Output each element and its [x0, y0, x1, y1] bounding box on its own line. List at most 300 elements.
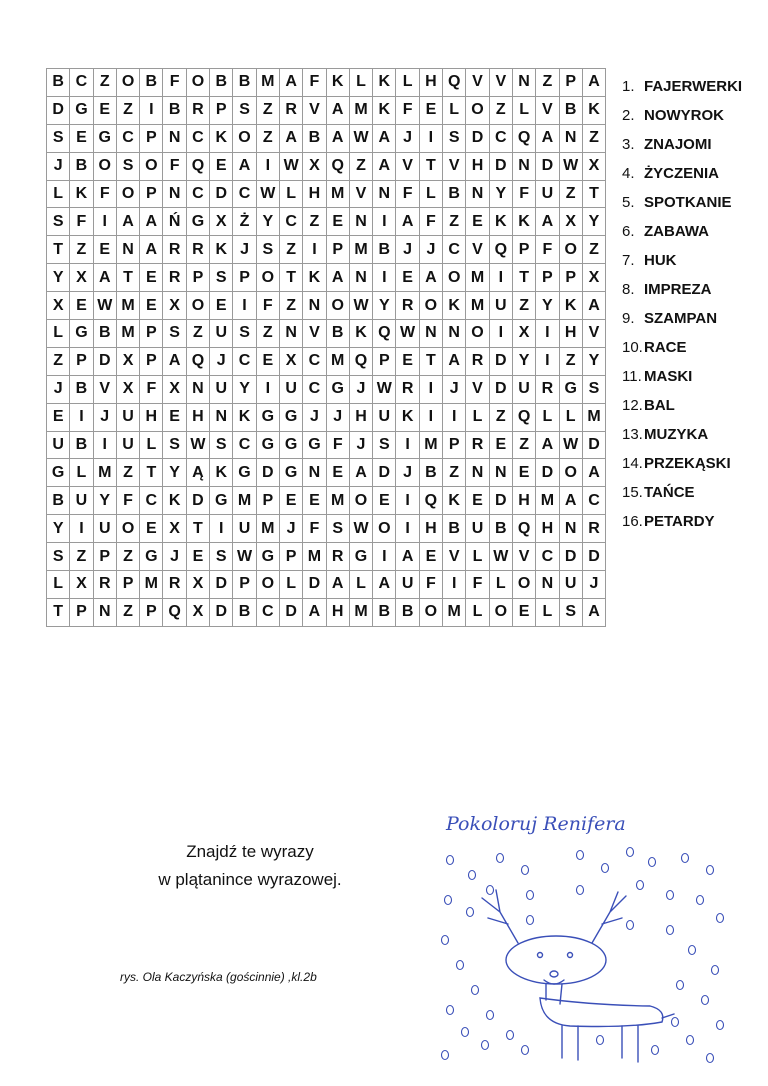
grid-cell: C	[233, 431, 256, 459]
grid-cell: W	[93, 292, 116, 320]
grid-cell: H	[349, 403, 372, 431]
word-text: PETARDY	[644, 513, 715, 530]
grid-cell: U	[536, 180, 559, 208]
grid-cell: N	[210, 403, 233, 431]
grid-cell: G	[559, 375, 582, 403]
grid-cell: M	[116, 320, 139, 348]
word-text: SPOTKANIE	[644, 194, 732, 211]
grid-row	[47, 431, 606, 459]
grid-cell: A	[116, 208, 139, 236]
grid-cell: J	[443, 375, 466, 403]
grid-cell: D	[536, 459, 559, 487]
grid-cell: H	[512, 487, 535, 515]
snow-dot	[652, 1046, 659, 1055]
grid-cell: U	[116, 403, 139, 431]
grid-cell: A	[559, 487, 582, 515]
snow-dot	[712, 966, 719, 975]
grid-cell: U	[559, 571, 582, 599]
grid-cell: L	[47, 571, 70, 599]
grid-cell: K	[349, 320, 372, 348]
grid-cell: A	[396, 543, 419, 571]
grid-cell: Y	[163, 459, 186, 487]
grid-cell: I	[396, 431, 419, 459]
grid-cell: S	[47, 208, 70, 236]
grid-cell: Z	[70, 236, 93, 264]
grid-cell: O	[466, 320, 489, 348]
grid-cell: D	[47, 96, 70, 124]
grid-cell: P	[233, 264, 256, 292]
snow-dot	[442, 1051, 449, 1060]
grid-cell: A	[536, 208, 559, 236]
grid-cell: A	[93, 264, 116, 292]
grid-cell: B	[70, 152, 93, 180]
grid-cell: B	[163, 96, 186, 124]
grid-cell: S	[233, 96, 256, 124]
grid-cell: N	[559, 124, 582, 152]
snow-dot	[597, 1036, 604, 1045]
grid-cell: M	[349, 236, 372, 264]
word-list-item	[622, 333, 742, 362]
grid-cell: V	[349, 180, 372, 208]
word-text: RACE	[644, 339, 687, 356]
grid-cell: B	[326, 320, 349, 348]
grid-cell: X	[186, 598, 209, 626]
grid-cell: H	[419, 515, 442, 543]
grid-cell: N	[373, 180, 396, 208]
grid-cell: W	[279, 152, 302, 180]
snow-dot	[627, 848, 634, 857]
grid-cell: M	[466, 292, 489, 320]
grid-cell: O	[443, 264, 466, 292]
snow-dot	[707, 866, 714, 875]
grid-cell: R	[326, 543, 349, 571]
grid-cell: S	[47, 124, 70, 152]
snow-dot	[682, 854, 689, 863]
word-list-item	[622, 72, 742, 101]
grid-cell: C	[140, 487, 163, 515]
grid-cell: Z	[559, 347, 582, 375]
grid-cell: V	[536, 96, 559, 124]
grid-cell: W	[396, 320, 419, 348]
grid-cell: B	[419, 459, 442, 487]
grid-cell: C	[582, 487, 605, 515]
grid-cell: M	[326, 347, 349, 375]
grid-cell: L	[349, 571, 372, 599]
grid-cell: M	[536, 487, 559, 515]
grid-cell: Q	[349, 347, 372, 375]
grid-cell: O	[559, 459, 582, 487]
grid-cell: E	[396, 264, 419, 292]
grid-cell: L	[140, 431, 163, 459]
grid-cell: Y	[489, 180, 512, 208]
grid-cell: X	[70, 571, 93, 599]
grid-cell: V	[466, 375, 489, 403]
word-text: BAL	[644, 397, 675, 414]
word-list-item	[622, 391, 742, 420]
grid-cell: Z	[512, 431, 535, 459]
snow-dot	[482, 1041, 489, 1050]
grid-cell: O	[186, 292, 209, 320]
grid-cell: O	[489, 598, 512, 626]
grid-cell: L	[536, 403, 559, 431]
grid-cell: E	[419, 96, 442, 124]
word-text: HUK	[644, 252, 677, 269]
snow-dot	[702, 996, 709, 1005]
grid-cell: G	[233, 459, 256, 487]
grid-cell: N	[163, 180, 186, 208]
grid-cell: B	[373, 236, 396, 264]
grid-cell: L	[536, 598, 559, 626]
snow-dot	[649, 858, 656, 867]
word-number: 15.	[622, 484, 643, 501]
grid-cell: E	[47, 403, 70, 431]
grid-cell: N	[93, 598, 116, 626]
grid-row	[47, 543, 606, 571]
grid-cell: A	[326, 571, 349, 599]
grid-cell: F	[116, 487, 139, 515]
grid-cell: N	[512, 69, 535, 97]
grid-cell: K	[582, 96, 605, 124]
grid-cell: W	[256, 180, 279, 208]
word-list-item	[622, 275, 742, 304]
grid-cell: C	[279, 208, 302, 236]
grid-cell: Y	[582, 208, 605, 236]
grid-cell: B	[233, 598, 256, 626]
grid-cell: X	[512, 320, 535, 348]
grid-cell: U	[70, 487, 93, 515]
grid-cell: E	[256, 347, 279, 375]
grid-cell: Z	[536, 69, 559, 97]
snow-dot	[627, 921, 634, 930]
grid-cell: F	[70, 208, 93, 236]
grid-cell: U	[93, 515, 116, 543]
grid-cell: E	[163, 403, 186, 431]
grid-cell: V	[443, 543, 466, 571]
grid-cell: I	[373, 208, 396, 236]
grid-cell: W	[349, 124, 372, 152]
grid-cell: I	[489, 264, 512, 292]
grid-cell: Z	[116, 459, 139, 487]
grid-cell: S	[163, 431, 186, 459]
grid-cell: J	[210, 347, 233, 375]
snow-dot	[717, 1021, 724, 1030]
grid-cell: G	[140, 543, 163, 571]
grid-cell: O	[373, 515, 396, 543]
grid-cell: L	[443, 96, 466, 124]
grid-cell: K	[163, 487, 186, 515]
grid-cell: Z	[443, 208, 466, 236]
grid-row	[47, 180, 606, 208]
grid-cell: O	[256, 264, 279, 292]
grid-cell: I	[233, 292, 256, 320]
grid-cell: Q	[326, 152, 349, 180]
grid-cell: F	[256, 292, 279, 320]
grid-cell: G	[279, 403, 302, 431]
grid-cell: N	[279, 320, 302, 348]
grid-cell: M	[233, 487, 256, 515]
grid-cell: D	[582, 543, 605, 571]
grid-cell: R	[163, 236, 186, 264]
grid-cell: Q	[373, 320, 396, 348]
word-number: 4.	[622, 165, 635, 182]
grid-cell: H	[536, 515, 559, 543]
grid-cell: A	[303, 598, 326, 626]
grid-cell: M	[349, 598, 372, 626]
word-text: MUZYKA	[644, 426, 709, 443]
snow-dot	[487, 1011, 494, 1020]
grid-cell: P	[93, 543, 116, 571]
grid-cell: V	[443, 152, 466, 180]
grid-cell: O	[349, 487, 372, 515]
grid-cell: L	[466, 403, 489, 431]
grid-cell: M	[93, 459, 116, 487]
grid-cell: Z	[93, 69, 116, 97]
grid-cell: U	[373, 403, 396, 431]
grid-cell: E	[93, 236, 116, 264]
grid-cell: D	[210, 180, 233, 208]
grid-cell: V	[396, 152, 419, 180]
grid-cell: N	[466, 459, 489, 487]
word-number: 7.	[622, 252, 635, 269]
grid-cell: E	[140, 264, 163, 292]
grid-cell: J	[396, 124, 419, 152]
grid-row	[47, 236, 606, 264]
grid-cell: E	[70, 124, 93, 152]
grid-cell: T	[140, 459, 163, 487]
grid-cell: N	[443, 320, 466, 348]
snow-dot	[462, 1028, 469, 1037]
grid-cell: I	[256, 375, 279, 403]
grid-cell: V	[93, 375, 116, 403]
grid-cell: K	[512, 208, 535, 236]
grid-cell: H	[419, 69, 442, 97]
snow-dot	[667, 891, 674, 900]
grid-cell: P	[210, 96, 233, 124]
grid-cell: X	[279, 347, 302, 375]
grid-cell: V	[303, 96, 326, 124]
word-list-item	[622, 304, 742, 333]
word-text: MASKI	[644, 368, 693, 385]
grid-cell: J	[303, 403, 326, 431]
grid-cell: A	[582, 598, 605, 626]
grid-cell: R	[186, 236, 209, 264]
grid-cell: F	[163, 69, 186, 97]
grid-cell: O	[419, 292, 442, 320]
grid-cell: F	[326, 431, 349, 459]
grid-cell: B	[70, 375, 93, 403]
grid-cell: L	[512, 96, 535, 124]
grid-cell: I	[419, 403, 442, 431]
grid-cell: K	[443, 487, 466, 515]
grid-cell: Z	[256, 96, 279, 124]
grid-cell: P	[373, 347, 396, 375]
grid-cell: I	[419, 375, 442, 403]
grid-row	[47, 459, 606, 487]
grid-cell: X	[210, 208, 233, 236]
grid-cell: Y	[47, 515, 70, 543]
grid-cell: D	[210, 598, 233, 626]
grid-cell: J	[396, 459, 419, 487]
grid-cell: M	[582, 403, 605, 431]
grid-cell: J	[47, 375, 70, 403]
snow-dot	[602, 864, 609, 873]
grid-cell: L	[70, 459, 93, 487]
grid-cell: A	[326, 124, 349, 152]
word-list-item	[622, 217, 742, 246]
drawing-caption: Pokoloruj Renifera	[446, 813, 626, 835]
grid-cell: Z	[489, 96, 512, 124]
grid-cell: Q	[186, 347, 209, 375]
grid-cell: E	[93, 96, 116, 124]
grid-cell: B	[443, 515, 466, 543]
grid-cell: E	[326, 208, 349, 236]
grid-cell: W	[559, 431, 582, 459]
grid-cell: N	[512, 152, 535, 180]
grid-cell: U	[489, 292, 512, 320]
grid-cell: B	[210, 69, 233, 97]
grid-cell: L	[466, 598, 489, 626]
grid-cell: H	[326, 598, 349, 626]
grid-cell: F	[536, 236, 559, 264]
grid-cell: F	[303, 515, 326, 543]
grid-cell: X	[163, 515, 186, 543]
grid-cell: F	[419, 208, 442, 236]
snow-dot	[442, 936, 449, 945]
grid-cell: A	[373, 124, 396, 152]
grid-cell: A	[279, 124, 302, 152]
grid-cell: E	[512, 598, 535, 626]
grid-cell: D	[210, 571, 233, 599]
grid-cell: U	[47, 431, 70, 459]
grid-cell: J	[93, 403, 116, 431]
grid-cell: K	[233, 403, 256, 431]
grid-cell: C	[303, 375, 326, 403]
grid-cell: I	[70, 403, 93, 431]
grid-cell: X	[186, 571, 209, 599]
grid-cell: B	[140, 69, 163, 97]
grid-cell: I	[256, 152, 279, 180]
grid-cell: R	[396, 375, 419, 403]
word-number: 10.	[622, 339, 643, 356]
grid-cell: Y	[47, 264, 70, 292]
word-list-item	[622, 362, 742, 391]
grid-cell: U	[396, 571, 419, 599]
grid-cell: X	[582, 264, 605, 292]
grid-cell: H	[466, 152, 489, 180]
grid-cell: A	[279, 69, 302, 97]
grid-cell: M	[326, 487, 349, 515]
grid-cell: G	[326, 375, 349, 403]
grid-cell: K	[210, 459, 233, 487]
grid-cell: U	[512, 375, 535, 403]
grid-cell: P	[559, 69, 582, 97]
grid-cell: N	[349, 208, 372, 236]
snow-dot	[689, 946, 696, 955]
grid-cell: C	[489, 124, 512, 152]
grid-cell: U	[466, 515, 489, 543]
grid-cell: S	[559, 598, 582, 626]
grid-cell: Q	[512, 515, 535, 543]
grid-cell: Y	[373, 292, 396, 320]
grid-row	[47, 69, 606, 97]
grid-cell: N	[303, 292, 326, 320]
grid-row	[47, 264, 606, 292]
grid-cell: B	[70, 431, 93, 459]
grid-cell: J	[396, 236, 419, 264]
grid-row	[47, 515, 606, 543]
grid-cell: F	[419, 571, 442, 599]
grid-cell: O	[116, 515, 139, 543]
grid-cell: I	[396, 515, 419, 543]
grid-cell: S	[233, 320, 256, 348]
word-list-item	[622, 449, 742, 478]
grid-cell: P	[140, 180, 163, 208]
grid-cell: O	[140, 152, 163, 180]
snow-dot	[472, 986, 479, 995]
grid-row	[47, 403, 606, 431]
grid-cell: W	[373, 375, 396, 403]
grid-cell: K	[326, 69, 349, 97]
grid-cell: Z	[303, 208, 326, 236]
grid-cell: B	[559, 96, 582, 124]
grid-cell: C	[186, 124, 209, 152]
grid-cell: A	[373, 152, 396, 180]
grid-cell: P	[279, 543, 302, 571]
grid-cell: I	[373, 264, 396, 292]
grid-cell: X	[116, 347, 139, 375]
grid-cell: M	[349, 96, 372, 124]
grid-cell: B	[47, 487, 70, 515]
grid-cell: W	[186, 431, 209, 459]
word-text: FAJERWERKI	[644, 78, 743, 95]
grid-cell: Z	[279, 236, 302, 264]
grid-cell: I	[373, 543, 396, 571]
grid-cell: G	[93, 124, 116, 152]
grid-cell: Y	[93, 487, 116, 515]
grid-cell: F	[396, 96, 419, 124]
grid-cell: G	[303, 431, 326, 459]
grid-cell: Y	[582, 347, 605, 375]
grid-cell: U	[279, 375, 302, 403]
snow-dot	[577, 886, 584, 895]
grid-row	[47, 208, 606, 236]
grid-cell: X	[47, 292, 70, 320]
reindeer-figure	[482, 890, 674, 1062]
grid-cell: S	[256, 236, 279, 264]
snow-dot	[527, 916, 534, 925]
grid-cell: B	[47, 69, 70, 97]
grid-cell: I	[396, 487, 419, 515]
grid-cell: P	[140, 124, 163, 152]
grid-cell: L	[559, 403, 582, 431]
grid-cell: I	[536, 347, 559, 375]
grid-row	[47, 124, 606, 152]
grid-cell: D	[559, 543, 582, 571]
grid-cell: M	[443, 598, 466, 626]
grid-cell: Z	[47, 347, 70, 375]
snow-dot	[637, 881, 644, 890]
grid-cell: E	[373, 487, 396, 515]
grid-cell: G	[47, 459, 70, 487]
grid-cell: R	[93, 571, 116, 599]
grid-cell: F	[303, 69, 326, 97]
grid-cell: K	[373, 69, 396, 97]
grid-cell: R	[279, 96, 302, 124]
word-list-item	[622, 101, 742, 130]
grid-cell: X	[559, 208, 582, 236]
grid-cell: L	[47, 320, 70, 348]
grid-cell: H	[140, 403, 163, 431]
